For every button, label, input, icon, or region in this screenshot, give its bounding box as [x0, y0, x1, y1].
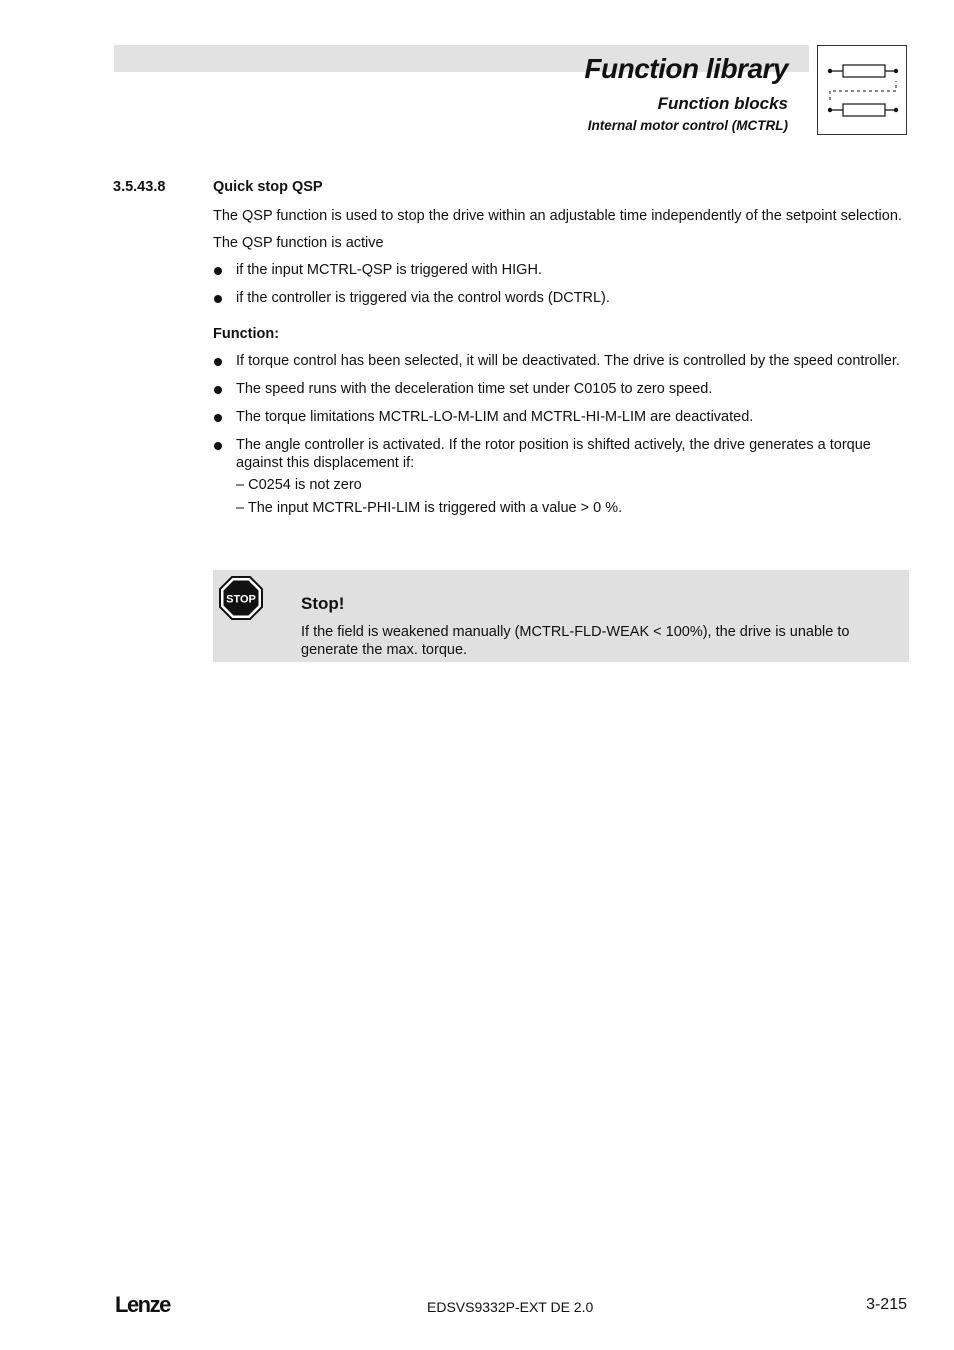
function-block-icon	[817, 45, 907, 135]
main-content	[213, 207, 910, 527]
sub-item: – C0254 is not zero	[236, 477, 362, 493]
stop-title: Stop!	[301, 594, 345, 613]
bullet-icon	[214, 386, 222, 394]
list-item: if the controller is triggered via the control words (DCTRL).	[213, 289, 910, 307]
active-intro: The QSP function is active	[213, 235, 384, 251]
lenze-logo: Lenze	[115, 1292, 170, 1317]
active-conditions-list	[213, 261, 910, 307]
document-code: EDSVS9332P-EXT DE 2.0	[427, 1299, 594, 1315]
section-number: 3.5.43.8	[113, 179, 166, 195]
list-item: The angle controller is activated. If the rotor position is shifted actively, the drive generates a torque against this displacement if: – C0254 is not zero – The input MCTRL-PHI-LIM is triggered with a value > 0 %.	[213, 436, 910, 517]
bullet-icon	[214, 295, 222, 303]
page-title: Function library	[584, 53, 788, 84]
stop-note	[213, 570, 909, 662]
page-number: 3-215	[866, 1296, 907, 1313]
list-item: If torque control has been selected, it will be deactivated. The drive is controlled by the speed controller.	[213, 352, 910, 370]
list-item: The speed runs with the deceleration time set under C0105 to zero speed.	[213, 380, 910, 398]
intro-paragraph: The QSP function is used to stop the drive within an adjustable time independently of the setpoint selection.	[213, 208, 902, 224]
function-heading: Function:	[213, 326, 280, 342]
stop-sign-icon	[219, 576, 263, 620]
bullet-icon	[214, 267, 222, 275]
page-subsubtitle: Internal motor control (MCTRL)	[587, 118, 788, 133]
sub-item: – The input MCTRL-PHI-LIM is triggered with a value > 0 %.	[236, 500, 623, 516]
page-subtitle: Function blocks	[657, 94, 788, 113]
list-item: if the input MCTRL-QSP is triggered with HIGH.	[213, 261, 910, 279]
bullet-icon	[214, 414, 222, 422]
function-list	[213, 352, 910, 517]
bullet-icon	[214, 358, 222, 366]
stop-text: If the field is weakened manually (MCTRL-FLD-WEAK < 100%), the drive is unable to generate the max. torque.	[301, 624, 850, 658]
bullet-icon	[214, 442, 222, 450]
section-title: Quick stop QSP	[213, 179, 323, 195]
list-item: The torque limitations MCTRL-LO-M-LIM and MCTRL-HI-M-LIM are deactivated.	[213, 408, 910, 426]
function-block-diagram-icon	[818, 46, 906, 134]
svg-text:STOP: STOP	[226, 593, 256, 606]
